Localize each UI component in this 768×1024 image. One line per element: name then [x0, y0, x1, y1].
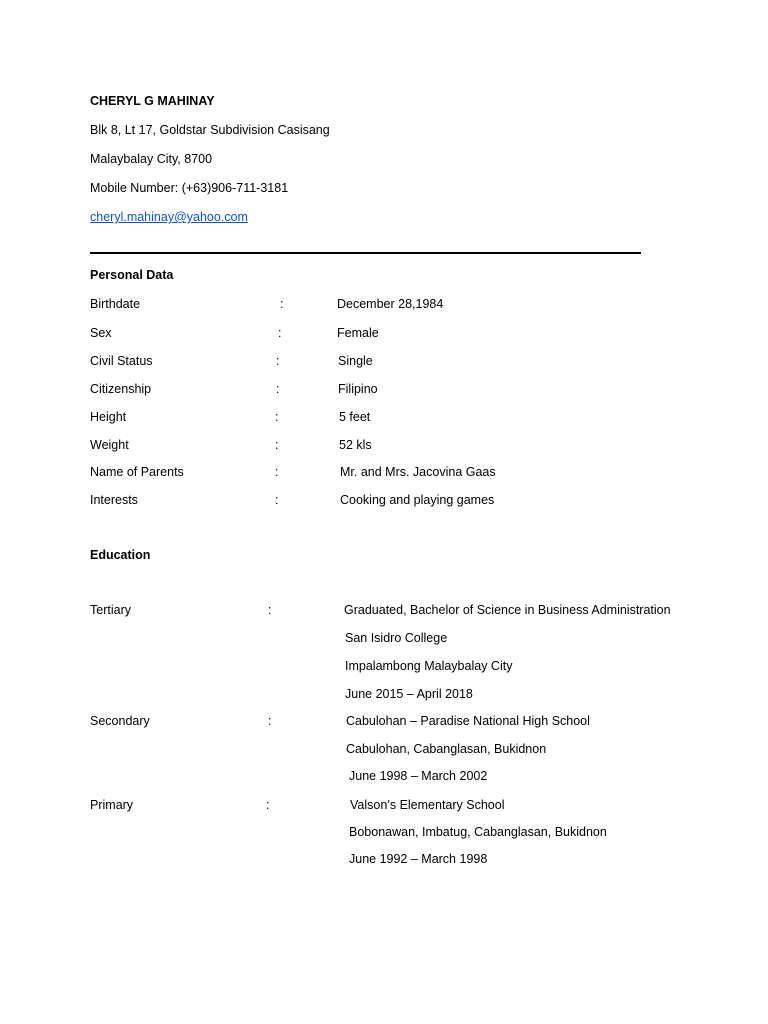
secondary-line-3: June 1998 – March 2002 — [349, 769, 488, 783]
secondary-separator: : — [268, 714, 272, 728]
applicant-name: CHERYL G MAHINAY — [90, 94, 215, 108]
address-line-2: Malaybalay City, 8700 — [90, 152, 213, 166]
email-link[interactable]: cheryl.mahinay@yahoo.com — [90, 210, 248, 224]
mobile-number: Mobile Number: (+63)906-711-3181 — [90, 181, 289, 195]
civil-status-label: Civil Status — [90, 354, 153, 368]
tertiary-line-4: June 2015 – April 2018 — [345, 687, 473, 701]
parents-label: Name of Parents — [90, 465, 184, 479]
address-line-1: Blk 8, Lt 17, Goldstar Subdivision Casisang — [90, 123, 330, 137]
civil-status-separator: : — [276, 354, 280, 368]
primary-line-2: Bobonawan, Imbatug, Cabanglasan, Bukidnon — [349, 825, 607, 839]
interests-value: Cooking and playing games — [340, 493, 495, 507]
parents-separator: : — [275, 465, 279, 479]
tertiary-line-3: Impalambong Malaybalay City — [345, 659, 513, 673]
citizenship-value: Filipino — [338, 382, 378, 396]
interests-label: Interests — [90, 493, 138, 507]
primary-separator: : — [266, 798, 270, 812]
education-heading: Education — [90, 548, 151, 562]
citizenship-label: Citizenship — [90, 382, 152, 396]
interests-separator: : — [275, 493, 279, 507]
height-label: Height — [90, 410, 127, 424]
tertiary-line-2: San Isidro College — [345, 631, 448, 645]
weight-value: 52 kls — [339, 438, 372, 452]
height-separator: : — [275, 410, 279, 424]
primary-line-3: June 1992 – March 1998 — [349, 852, 488, 866]
citizenship-separator: : — [276, 382, 280, 396]
birthdate-label: Birthdate — [90, 297, 141, 311]
weight-label: Weight — [90, 438, 129, 452]
secondary-label: Secondary — [90, 714, 150, 728]
height-value: 5 feet — [339, 410, 371, 424]
parents-value: Mr. and Mrs. Jacovina Gaas — [340, 465, 496, 479]
tertiary-separator: : — [268, 603, 272, 617]
sex-label: Sex — [90, 326, 112, 340]
secondary-line-2: Cabulohan, Cabanglasan, Bukidnon — [346, 742, 547, 756]
tertiary-line-1: Graduated, Bachelor of Science in Business Administration — [344, 603, 671, 617]
secondary-line-1: Cabulohan – Paradise National High School — [346, 714, 590, 728]
primary-label: Primary — [90, 798, 134, 812]
tertiary-label: Tertiary — [90, 603, 131, 617]
divider-line — [90, 252, 641, 254]
sex-separator: : — [278, 326, 282, 340]
personal-data-heading: Personal Data — [90, 268, 174, 282]
civil-status-value: Single — [338, 354, 373, 368]
birthdate-value: December 28,1984 — [337, 297, 444, 311]
primary-line-1: Valson’s Elementary School — [350, 798, 505, 812]
weight-separator: : — [275, 438, 279, 452]
birthdate-separator: : — [280, 297, 284, 311]
sex-value: Female — [337, 326, 379, 340]
